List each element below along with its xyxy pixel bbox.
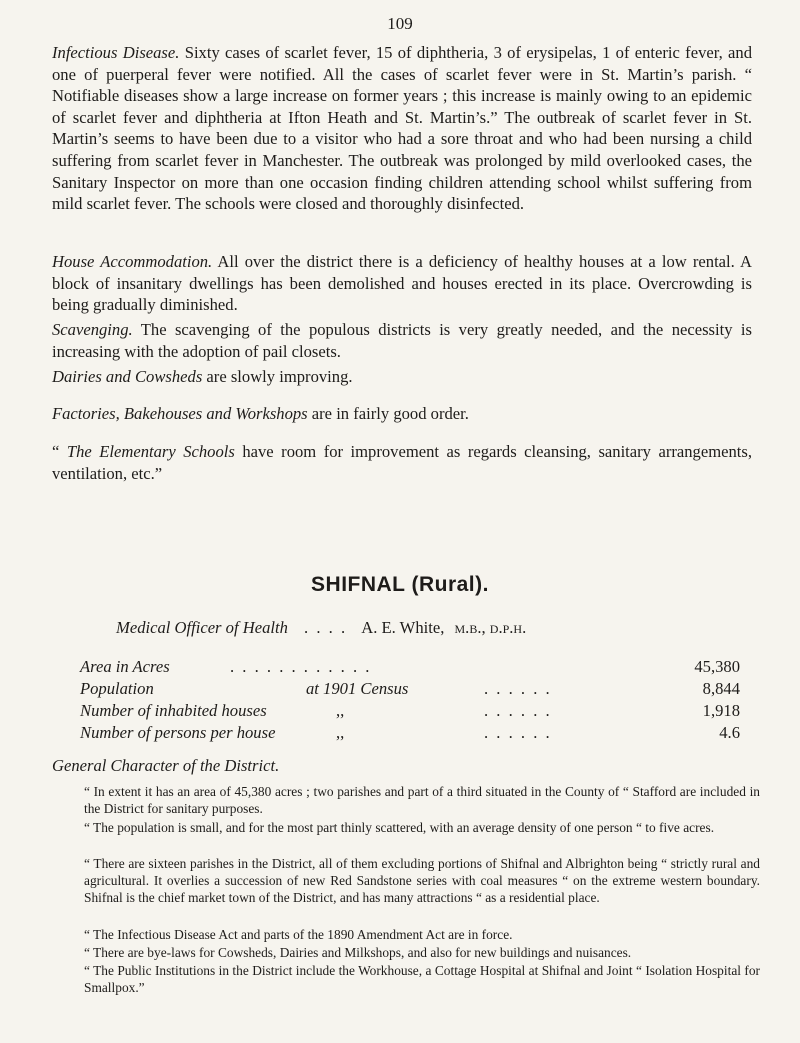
stat-qualifier: at 1901 Census (306, 679, 409, 698)
stat-row-population (80, 678, 740, 700)
paragraph-house-accommodation (52, 251, 752, 316)
paragraph-dairies (52, 366, 752, 388)
paragraph-elementary-schools (52, 441, 752, 484)
general-character-heading: General Character of the District. (52, 756, 280, 775)
quote-paragraph: “ There are sixteen parishes in the District, all of them excluding portions of Shifnal and Albrighton being “ strictly rural and agricultural. It overlies a succession of new Red Sandstone series with coal measures “ on the extreme western boundary. Shifnal is the chief market town of the District, and has many attractions “ as a residential place. (84, 856, 760, 905)
stat-dots: . . . . . . (484, 723, 552, 742)
officer-dots: . . . . (304, 618, 348, 637)
quote-paragraph: “ The Public Institutions in the District include the Workhouse, a Cottage Hospital at Shifnal and Joint “ Isolation Hospital for Smallpox.” (84, 963, 760, 995)
paragraph-text: The scavenging of the populous districts is very greatly needed, and the necessity is increasing with the adoption of pail closets. (52, 320, 752, 361)
stat-row-persons (80, 722, 740, 744)
quote-paragraph: “ The Infectious Disease Act and parts of the 1890 Amendment Act are in force. (84, 927, 513, 942)
officer-name: A. E. White, (361, 618, 445, 637)
stat-value: 45,380 (694, 657, 740, 676)
paragraph-factories (52, 403, 752, 425)
stat-label: Population (80, 679, 154, 698)
stat-ditto: ,, (336, 723, 345, 742)
district-title: SHIFNAL (Rural). (311, 573, 489, 596)
paragraph-lead: Factories, Bakehouses and Workshops (52, 404, 308, 423)
stat-value: 1,918 (702, 701, 740, 720)
stat-dots: . . . . . . . . . . . . (230, 657, 372, 676)
quote-paragraph: “ There are bye-laws for Cowsheds, Dairies and Milkshops, and also for new buildings and nuisances. (84, 945, 632, 960)
paragraph-lead: Dairies and Cowsheds (52, 367, 203, 386)
paragraph-infectious-disease (52, 42, 752, 215)
paragraph-lead: Infectious Disease. (52, 43, 180, 62)
paragraph-text: All over the district there is a deficiency of healthy houses at a low rental. A block of insanitary dwellings has been demolished and houses erected in its place. Overcrowding is being gradually diminished. (52, 252, 752, 315)
paragraph-lead: The Elementary Schools (66, 442, 235, 461)
stat-value: 8,844 (702, 679, 740, 698)
stat-row-houses (80, 700, 740, 722)
paragraph-lead: House Accommodation. (52, 252, 213, 271)
officer-qualifications: m.b., d.p.h. (454, 618, 527, 637)
paragraph-text: Sixty cases of scarlet fever, 15 of diphtheria, 3 of erysipelas, 1 of enteric fever, and one of puerperal fever were notified. All the cases of scarlet fever were in St. Martin’s parish. “ Notifiable diseases show a large increase on former years ; this increase is mainly owing to an epidemic of scarlet fever and diphtheria at Ifton Heath and St. Martin’s.” The outbreak of scarlet fever in St. Martin’s seems to have been due to a visitor who had a sore throat and who had been nursing a child suffering from scarlet fever in Manchester. The outbreak was prolonged by mild overlooked cases, the Sanitary Inspector on more than one occasion finding children attending school whilst suffering from mild scarlet fever. The schools were closed and thoroughly disinfected. (52, 43, 752, 214)
stat-label: Number of persons per house (80, 723, 276, 742)
stat-value: 4.6 (719, 723, 740, 742)
stat-dots: . . . . . . (484, 701, 552, 720)
paragraph-text: are slowly improving. (202, 367, 353, 386)
quote-paragraph: “ The population is small, and for the most part thinly scattered, with an average density of one person “ to five acres. (84, 820, 715, 835)
quote-paragraph: “ In extent it has an area of 45,380 acres ; two parishes and part of a third situated in the County of “ Stafford are included in the District for sanitary purposes. (84, 784, 760, 816)
stat-label: Number of inhabited houses (80, 701, 267, 720)
medical-officer-row (116, 617, 736, 639)
paragraph-text: have room for improvement as regards cleansing, sanitary arrangements, ventilation, etc.” (52, 442, 753, 483)
stat-label: Area in Acres (80, 657, 170, 676)
stat-row-area (80, 656, 740, 678)
paragraph-lead: Scavenging. (52, 320, 133, 339)
quote-mark: “ (52, 442, 67, 461)
stat-ditto: ,, (336, 701, 345, 720)
page-number: 109 (387, 14, 413, 33)
paragraph-text: are in fairly good order. (307, 404, 469, 423)
paragraph-scavenging (52, 319, 752, 362)
stat-dots: . . . . . . (484, 679, 552, 698)
officer-label: Medical Officer of Health (116, 618, 288, 637)
